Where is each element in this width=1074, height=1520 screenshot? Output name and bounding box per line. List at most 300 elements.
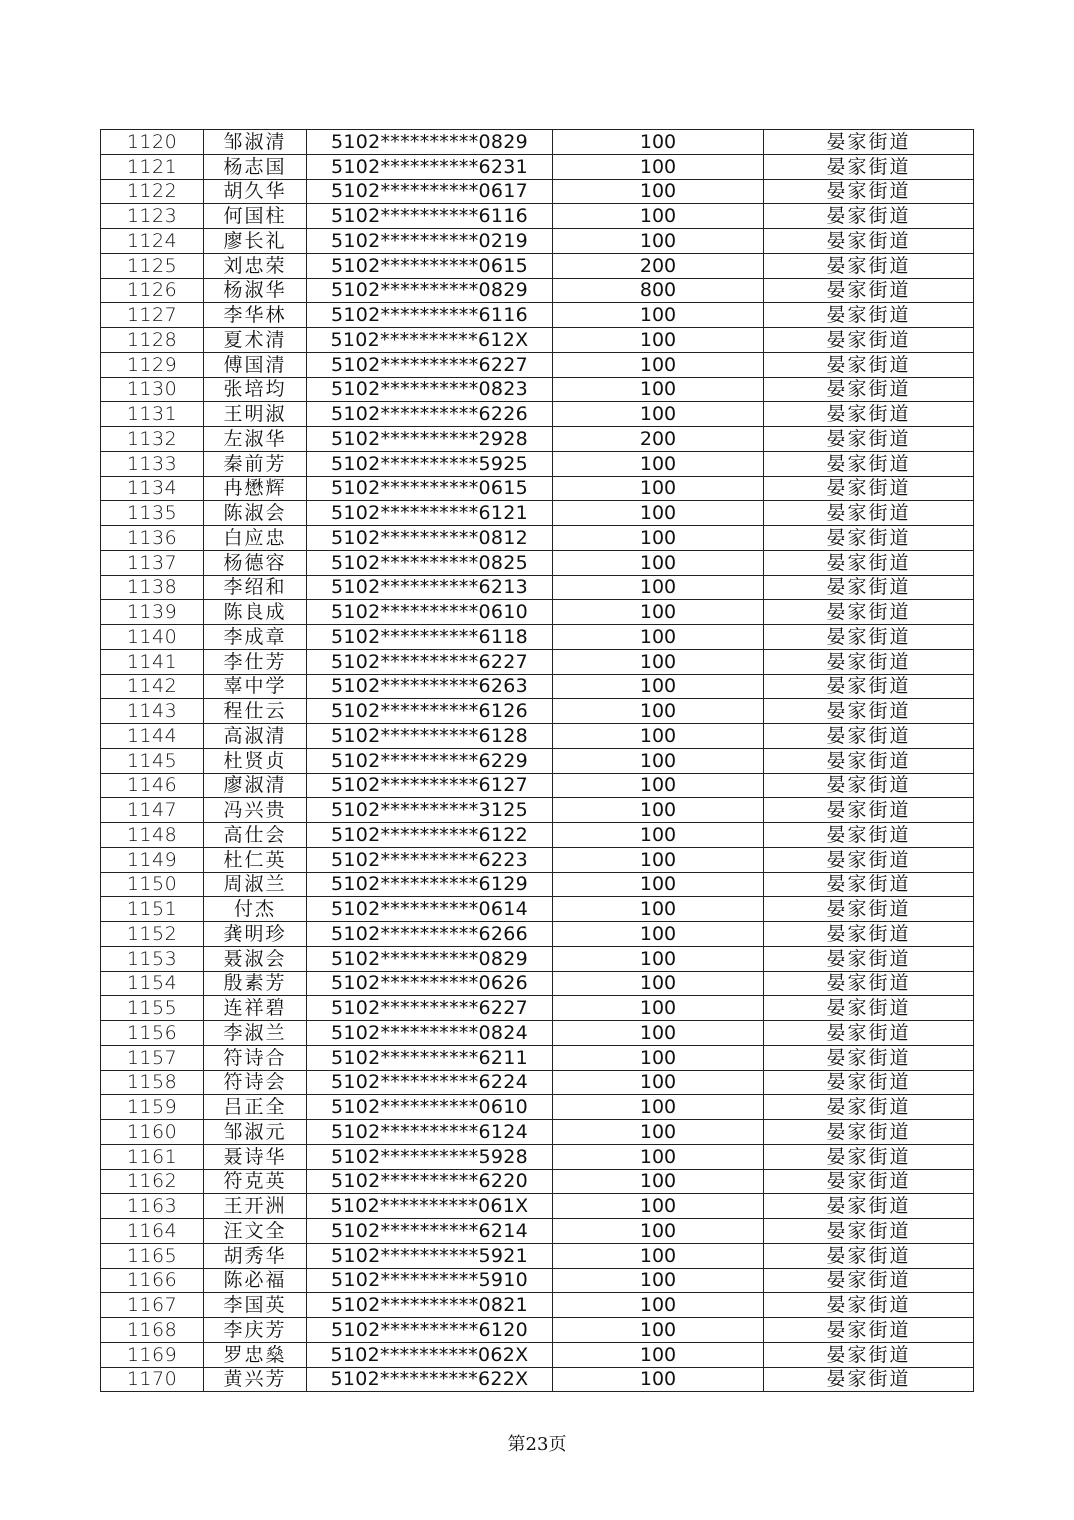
cell-name: 符诗合 bbox=[204, 1045, 307, 1070]
cell-id-number: 5102**********062X bbox=[307, 1342, 553, 1367]
table-row bbox=[101, 625, 974, 650]
cell-amount: 100 bbox=[553, 1194, 764, 1219]
cell-name: 王明淑 bbox=[204, 402, 307, 427]
cell-serial-number: 1154 bbox=[101, 971, 204, 996]
cell-street: 晏家街道 bbox=[764, 649, 974, 674]
cell-id-number: 5102**********6126 bbox=[307, 699, 553, 724]
table-row bbox=[101, 550, 974, 575]
cell-amount: 100 bbox=[553, 1243, 764, 1268]
cell-street: 晏家街道 bbox=[764, 674, 974, 699]
cell-serial-number: 1163 bbox=[101, 1194, 204, 1219]
table-row bbox=[101, 1219, 974, 1244]
cell-name: 高仕会 bbox=[204, 823, 307, 848]
cell-id-number: 5102**********0219 bbox=[307, 229, 553, 254]
cell-serial-number: 1151 bbox=[101, 897, 204, 922]
cell-amount: 100 bbox=[553, 724, 764, 749]
cell-street: 晏家街道 bbox=[764, 204, 974, 229]
cell-id-number: 5102**********6226 bbox=[307, 402, 553, 427]
cell-name: 傅国清 bbox=[204, 352, 307, 377]
cell-serial-number: 1141 bbox=[101, 649, 204, 674]
cell-street: 晏家街道 bbox=[764, 773, 974, 798]
cell-street: 晏家街道 bbox=[764, 1120, 974, 1145]
cell-street: 晏家街道 bbox=[764, 946, 974, 971]
cell-name: 聂淑会 bbox=[204, 946, 307, 971]
cell-serial-number: 1135 bbox=[101, 501, 204, 526]
cell-serial-number: 1138 bbox=[101, 575, 204, 600]
cell-street: 晏家街道 bbox=[764, 476, 974, 501]
cell-id-number: 5102**********6121 bbox=[307, 501, 553, 526]
cell-id-number: 5102**********6116 bbox=[307, 303, 553, 328]
cell-name: 符克英 bbox=[204, 1169, 307, 1194]
cell-id-number: 5102**********0821 bbox=[307, 1293, 553, 1318]
cell-name: 杨志国 bbox=[204, 154, 307, 179]
cell-street: 晏家街道 bbox=[764, 922, 974, 947]
cell-amount: 100 bbox=[553, 1342, 764, 1367]
cell-amount: 100 bbox=[553, 328, 764, 353]
cell-name: 杜仁英 bbox=[204, 847, 307, 872]
cell-name: 杨淑华 bbox=[204, 278, 307, 303]
cell-id-number: 5102**********6227 bbox=[307, 352, 553, 377]
cell-name: 陈淑会 bbox=[204, 501, 307, 526]
cell-id-number: 5102**********6231 bbox=[307, 154, 553, 179]
cell-id-number: 5102**********612X bbox=[307, 328, 553, 353]
cell-id-number: 5102**********6229 bbox=[307, 748, 553, 773]
table-row bbox=[101, 699, 974, 724]
table-row bbox=[101, 526, 974, 551]
table-row bbox=[101, 1342, 974, 1367]
table-row bbox=[101, 1194, 974, 1219]
subsidy-table bbox=[100, 129, 974, 1392]
cell-id-number: 5102**********6223 bbox=[307, 847, 553, 872]
cell-id-number: 5102**********0829 bbox=[307, 278, 553, 303]
cell-name: 杜贤贞 bbox=[204, 748, 307, 773]
table-row bbox=[101, 1120, 974, 1145]
cell-street: 晏家街道 bbox=[764, 1095, 974, 1120]
table-row bbox=[101, 1021, 974, 1046]
cell-street: 晏家街道 bbox=[764, 1268, 974, 1293]
cell-amount: 100 bbox=[553, 1095, 764, 1120]
cell-amount: 100 bbox=[553, 773, 764, 798]
cell-serial-number: 1142 bbox=[101, 674, 204, 699]
table-row bbox=[101, 1293, 974, 1318]
cell-street: 晏家街道 bbox=[764, 1293, 974, 1318]
cell-amount: 100 bbox=[553, 1045, 764, 1070]
cell-street: 晏家街道 bbox=[764, 724, 974, 749]
cell-serial-number: 1150 bbox=[101, 872, 204, 897]
cell-amount: 100 bbox=[553, 872, 764, 897]
table-row bbox=[101, 773, 974, 798]
cell-serial-number: 1166 bbox=[101, 1268, 204, 1293]
cell-street: 晏家街道 bbox=[764, 1144, 974, 1169]
table-row bbox=[101, 996, 974, 1021]
cell-serial-number: 1148 bbox=[101, 823, 204, 848]
cell-id-number: 5102**********6120 bbox=[307, 1318, 553, 1343]
cell-name: 付杰 bbox=[204, 897, 307, 922]
cell-id-number: 5102**********6122 bbox=[307, 823, 553, 848]
table-row bbox=[101, 748, 974, 773]
table-row bbox=[101, 971, 974, 996]
cell-name: 胡秀华 bbox=[204, 1243, 307, 1268]
cell-serial-number: 1137 bbox=[101, 550, 204, 575]
cell-id-number: 5102**********0614 bbox=[307, 897, 553, 922]
cell-amount: 100 bbox=[553, 229, 764, 254]
cell-id-number: 5102**********6263 bbox=[307, 674, 553, 699]
cell-name: 李庆芳 bbox=[204, 1318, 307, 1343]
cell-serial-number: 1121 bbox=[101, 154, 204, 179]
cell-id-number: 5102**********0829 bbox=[307, 946, 553, 971]
cell-street: 晏家街道 bbox=[764, 501, 974, 526]
table-body bbox=[101, 130, 974, 1392]
cell-serial-number: 1162 bbox=[101, 1169, 204, 1194]
cell-amount: 100 bbox=[553, 550, 764, 575]
cell-serial-number: 1147 bbox=[101, 798, 204, 823]
cell-name: 周淑兰 bbox=[204, 872, 307, 897]
cell-street: 晏家街道 bbox=[764, 526, 974, 551]
cell-amount: 100 bbox=[553, 823, 764, 848]
cell-street: 晏家街道 bbox=[764, 154, 974, 179]
table-row bbox=[101, 179, 974, 204]
cell-amount: 100 bbox=[553, 1070, 764, 1095]
cell-name: 李华林 bbox=[204, 303, 307, 328]
table-row bbox=[101, 253, 974, 278]
cell-id-number: 5102**********0610 bbox=[307, 600, 553, 625]
cell-serial-number: 1136 bbox=[101, 526, 204, 551]
table-row bbox=[101, 402, 974, 427]
table-row bbox=[101, 847, 974, 872]
cell-amount: 100 bbox=[553, 897, 764, 922]
cell-serial-number: 1155 bbox=[101, 996, 204, 1021]
cell-street: 晏家街道 bbox=[764, 303, 974, 328]
cell-name: 刘忠荣 bbox=[204, 253, 307, 278]
cell-street: 晏家街道 bbox=[764, 1169, 974, 1194]
cell-amount: 100 bbox=[553, 476, 764, 501]
cell-id-number: 5102**********0823 bbox=[307, 377, 553, 402]
cell-name: 秦前芳 bbox=[204, 451, 307, 476]
cell-street: 晏家街道 bbox=[764, 1367, 974, 1392]
table-row bbox=[101, 946, 974, 971]
cell-serial-number: 1122 bbox=[101, 179, 204, 204]
cell-amount: 100 bbox=[553, 748, 764, 773]
cell-id-number: 5102**********6220 bbox=[307, 1169, 553, 1194]
cell-name: 殷素芳 bbox=[204, 971, 307, 996]
cell-serial-number: 1168 bbox=[101, 1318, 204, 1343]
cell-name: 聂诗华 bbox=[204, 1144, 307, 1169]
cell-id-number: 5102**********0615 bbox=[307, 476, 553, 501]
cell-id-number: 5102**********622X bbox=[307, 1367, 553, 1392]
table-row bbox=[101, 204, 974, 229]
cell-street: 晏家街道 bbox=[764, 1045, 974, 1070]
cell-street: 晏家街道 bbox=[764, 352, 974, 377]
cell-id-number: 5102**********6128 bbox=[307, 724, 553, 749]
cell-name: 李绍和 bbox=[204, 575, 307, 600]
cell-serial-number: 1170 bbox=[101, 1367, 204, 1392]
cell-name: 龚明珍 bbox=[204, 922, 307, 947]
cell-name: 李仕芳 bbox=[204, 649, 307, 674]
cell-serial-number: 1124 bbox=[101, 229, 204, 254]
cell-amount: 100 bbox=[553, 1367, 764, 1392]
cell-id-number: 5102**********5928 bbox=[307, 1144, 553, 1169]
cell-id-number: 5102**********061X bbox=[307, 1194, 553, 1219]
cell-street: 晏家街道 bbox=[764, 229, 974, 254]
cell-serial-number: 1143 bbox=[101, 699, 204, 724]
cell-name: 白应忠 bbox=[204, 526, 307, 551]
cell-serial-number: 1161 bbox=[101, 1144, 204, 1169]
cell-id-number: 5102**********0812 bbox=[307, 526, 553, 551]
cell-name: 邹淑清 bbox=[204, 130, 307, 155]
cell-name: 冯兴贵 bbox=[204, 798, 307, 823]
cell-serial-number: 1167 bbox=[101, 1293, 204, 1318]
cell-serial-number: 1160 bbox=[101, 1120, 204, 1145]
cell-name: 黄兴芳 bbox=[204, 1367, 307, 1392]
cell-street: 晏家街道 bbox=[764, 1243, 974, 1268]
table-row bbox=[101, 1144, 974, 1169]
cell-amount: 100 bbox=[553, 575, 764, 600]
cell-serial-number: 1156 bbox=[101, 1021, 204, 1046]
cell-name: 陈良成 bbox=[204, 600, 307, 625]
cell-amount: 100 bbox=[553, 699, 764, 724]
cell-serial-number: 1157 bbox=[101, 1045, 204, 1070]
cell-amount: 100 bbox=[553, 451, 764, 476]
table-row bbox=[101, 377, 974, 402]
table-row bbox=[101, 451, 974, 476]
cell-id-number: 5102**********0610 bbox=[307, 1095, 553, 1120]
cell-street: 晏家街道 bbox=[764, 1342, 974, 1367]
cell-amount: 100 bbox=[553, 798, 764, 823]
cell-amount: 100 bbox=[553, 1021, 764, 1046]
cell-id-number: 5102**********0626 bbox=[307, 971, 553, 996]
cell-id-number: 5102**********6116 bbox=[307, 204, 553, 229]
cell-serial-number: 1133 bbox=[101, 451, 204, 476]
cell-serial-number: 1127 bbox=[101, 303, 204, 328]
cell-name: 高淑清 bbox=[204, 724, 307, 749]
cell-id-number: 5102**********0824 bbox=[307, 1021, 553, 1046]
cell-street: 晏家街道 bbox=[764, 179, 974, 204]
cell-amount: 200 bbox=[553, 253, 764, 278]
cell-id-number: 5102**********6129 bbox=[307, 872, 553, 897]
cell-serial-number: 1158 bbox=[101, 1070, 204, 1095]
table-row bbox=[101, 130, 974, 155]
cell-amount: 200 bbox=[553, 427, 764, 452]
table-row bbox=[101, 501, 974, 526]
cell-serial-number: 1159 bbox=[101, 1095, 204, 1120]
cell-amount: 100 bbox=[553, 922, 764, 947]
cell-id-number: 5102**********6266 bbox=[307, 922, 553, 947]
cell-serial-number: 1164 bbox=[101, 1219, 204, 1244]
cell-amount: 100 bbox=[553, 130, 764, 155]
cell-serial-number: 1125 bbox=[101, 253, 204, 278]
cell-serial-number: 1139 bbox=[101, 600, 204, 625]
cell-amount: 100 bbox=[553, 303, 764, 328]
cell-serial-number: 1126 bbox=[101, 278, 204, 303]
table-row bbox=[101, 724, 974, 749]
cell-name: 符诗会 bbox=[204, 1070, 307, 1095]
cell-amount: 100 bbox=[553, 600, 764, 625]
cell-id-number: 5102**********6227 bbox=[307, 996, 553, 1021]
cell-serial-number: 1146 bbox=[101, 773, 204, 798]
cell-name: 邹淑元 bbox=[204, 1120, 307, 1145]
cell-street: 晏家街道 bbox=[764, 1219, 974, 1244]
table-row bbox=[101, 352, 974, 377]
cell-street: 晏家街道 bbox=[764, 550, 974, 575]
cell-name: 连祥碧 bbox=[204, 996, 307, 1021]
cell-id-number: 5102**********6118 bbox=[307, 625, 553, 650]
table-row bbox=[101, 1268, 974, 1293]
cell-serial-number: 1165 bbox=[101, 1243, 204, 1268]
cell-street: 晏家街道 bbox=[764, 971, 974, 996]
cell-street: 晏家街道 bbox=[764, 451, 974, 476]
cell-amount: 100 bbox=[553, 501, 764, 526]
cell-street: 晏家街道 bbox=[764, 897, 974, 922]
cell-name: 程仕云 bbox=[204, 699, 307, 724]
cell-serial-number: 1134 bbox=[101, 476, 204, 501]
cell-name: 罗忠燊 bbox=[204, 1342, 307, 1367]
cell-amount: 100 bbox=[553, 625, 764, 650]
table-row bbox=[101, 229, 974, 254]
cell-serial-number: 1123 bbox=[101, 204, 204, 229]
cell-serial-number: 1149 bbox=[101, 847, 204, 872]
cell-name: 胡久华 bbox=[204, 179, 307, 204]
cell-id-number: 5102**********0829 bbox=[307, 130, 553, 155]
table-row bbox=[101, 922, 974, 947]
cell-street: 晏家街道 bbox=[764, 328, 974, 353]
cell-amount: 100 bbox=[553, 847, 764, 872]
cell-street: 晏家街道 bbox=[764, 823, 974, 848]
cell-name: 李淑兰 bbox=[204, 1021, 307, 1046]
cell-name: 何国柱 bbox=[204, 204, 307, 229]
cell-street: 晏家街道 bbox=[764, 625, 974, 650]
cell-amount: 100 bbox=[553, 649, 764, 674]
cell-street: 晏家街道 bbox=[764, 130, 974, 155]
cell-amount: 100 bbox=[553, 402, 764, 427]
cell-amount: 100 bbox=[553, 946, 764, 971]
cell-id-number: 5102**********5925 bbox=[307, 451, 553, 476]
cell-amount: 100 bbox=[553, 996, 764, 1021]
cell-amount: 100 bbox=[553, 971, 764, 996]
table-row bbox=[101, 1243, 974, 1268]
cell-id-number: 5102**********6211 bbox=[307, 1045, 553, 1070]
table-row bbox=[101, 427, 974, 452]
table-row bbox=[101, 897, 974, 922]
table-row bbox=[101, 1367, 974, 1392]
cell-name: 辜中学 bbox=[204, 674, 307, 699]
cell-street: 晏家街道 bbox=[764, 996, 974, 1021]
cell-serial-number: 1131 bbox=[101, 402, 204, 427]
cell-street: 晏家街道 bbox=[764, 253, 974, 278]
cell-amount: 100 bbox=[553, 526, 764, 551]
cell-id-number: 5102**********6214 bbox=[307, 1219, 553, 1244]
cell-serial-number: 1140 bbox=[101, 625, 204, 650]
cell-serial-number: 1129 bbox=[101, 352, 204, 377]
table-row bbox=[101, 1045, 974, 1070]
cell-amount: 100 bbox=[553, 179, 764, 204]
cell-street: 晏家街道 bbox=[764, 699, 974, 724]
cell-amount: 100 bbox=[553, 204, 764, 229]
cell-street: 晏家街道 bbox=[764, 872, 974, 897]
cell-id-number: 5102**********2928 bbox=[307, 427, 553, 452]
cell-street: 晏家街道 bbox=[764, 600, 974, 625]
cell-name: 李国英 bbox=[204, 1293, 307, 1318]
table-row bbox=[101, 600, 974, 625]
cell-amount: 100 bbox=[553, 154, 764, 179]
cell-serial-number: 1144 bbox=[101, 724, 204, 749]
cell-id-number: 5102**********3125 bbox=[307, 798, 553, 823]
cell-name: 冉懋辉 bbox=[204, 476, 307, 501]
cell-id-number: 5102**********5910 bbox=[307, 1268, 553, 1293]
table-row bbox=[101, 1318, 974, 1343]
cell-street: 晏家街道 bbox=[764, 278, 974, 303]
cell-id-number: 5102**********5921 bbox=[307, 1243, 553, 1268]
cell-name: 王开洲 bbox=[204, 1194, 307, 1219]
cell-amount: 100 bbox=[553, 1169, 764, 1194]
cell-name: 汪文全 bbox=[204, 1219, 307, 1244]
cell-serial-number: 1169 bbox=[101, 1342, 204, 1367]
table-row bbox=[101, 823, 974, 848]
cell-name: 吕正全 bbox=[204, 1095, 307, 1120]
cell-street: 晏家街道 bbox=[764, 402, 974, 427]
cell-amount: 100 bbox=[553, 1293, 764, 1318]
table-row bbox=[101, 798, 974, 823]
cell-id-number: 5102**********0617 bbox=[307, 179, 553, 204]
cell-amount: 100 bbox=[553, 1144, 764, 1169]
cell-id-number: 5102**********6224 bbox=[307, 1070, 553, 1095]
cell-street: 晏家街道 bbox=[764, 798, 974, 823]
cell-street: 晏家街道 bbox=[764, 427, 974, 452]
table-row bbox=[101, 328, 974, 353]
cell-serial-number: 1132 bbox=[101, 427, 204, 452]
cell-id-number: 5102**********6124 bbox=[307, 1120, 553, 1145]
cell-name: 陈必福 bbox=[204, 1268, 307, 1293]
cell-name: 廖淑清 bbox=[204, 773, 307, 798]
cell-street: 晏家街道 bbox=[764, 377, 974, 402]
cell-amount: 800 bbox=[553, 278, 764, 303]
cell-street: 晏家街道 bbox=[764, 1021, 974, 1046]
cell-amount: 100 bbox=[553, 1120, 764, 1145]
cell-serial-number: 1145 bbox=[101, 748, 204, 773]
cell-street: 晏家街道 bbox=[764, 748, 974, 773]
cell-serial-number: 1152 bbox=[101, 922, 204, 947]
cell-street: 晏家街道 bbox=[764, 1318, 974, 1343]
cell-name: 杨德容 bbox=[204, 550, 307, 575]
cell-amount: 100 bbox=[553, 1268, 764, 1293]
cell-name: 夏术清 bbox=[204, 328, 307, 353]
cell-amount: 100 bbox=[553, 377, 764, 402]
table-row bbox=[101, 674, 974, 699]
table-row bbox=[101, 278, 974, 303]
table-row bbox=[101, 872, 974, 897]
table-row bbox=[101, 303, 974, 328]
cell-serial-number: 1130 bbox=[101, 377, 204, 402]
table-row bbox=[101, 476, 974, 501]
cell-id-number: 5102**********6227 bbox=[307, 649, 553, 674]
cell-name: 张培均 bbox=[204, 377, 307, 402]
table-row bbox=[101, 1095, 974, 1120]
cell-id-number: 5102**********0825 bbox=[307, 550, 553, 575]
cell-serial-number: 1153 bbox=[101, 946, 204, 971]
table-row bbox=[101, 1070, 974, 1095]
cell-amount: 100 bbox=[553, 1318, 764, 1343]
cell-id-number: 5102**********6213 bbox=[307, 575, 553, 600]
cell-id-number: 5102**********0615 bbox=[307, 253, 553, 278]
cell-amount: 100 bbox=[553, 352, 764, 377]
page-number: 第23页 bbox=[507, 1434, 567, 1455]
cell-serial-number: 1128 bbox=[101, 328, 204, 353]
table-row bbox=[101, 1169, 974, 1194]
cell-street: 晏家街道 bbox=[764, 1194, 974, 1219]
cell-street: 晏家街道 bbox=[764, 575, 974, 600]
table-row bbox=[101, 154, 974, 179]
cell-name: 左淑华 bbox=[204, 427, 307, 452]
table-row bbox=[101, 649, 974, 674]
